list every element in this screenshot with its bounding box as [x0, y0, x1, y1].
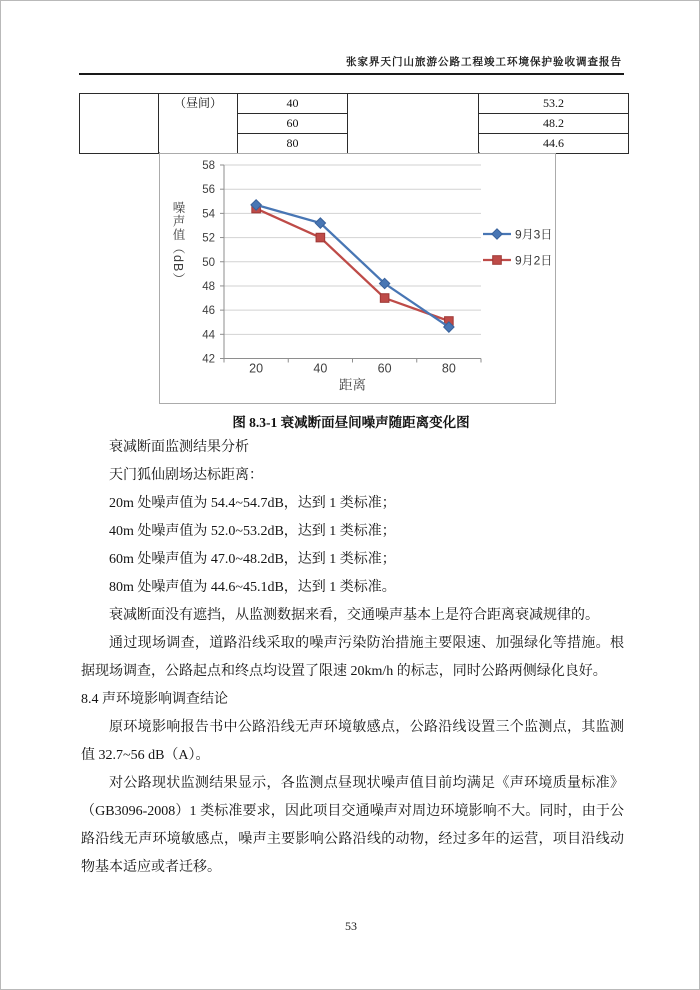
svg-text:56: 56 — [202, 184, 215, 197]
svg-text:40: 40 — [313, 361, 328, 376]
table-cell-period: （昼间） — [159, 94, 238, 154]
svg-text:20: 20 — [249, 361, 264, 376]
svg-text:44: 44 — [202, 329, 215, 342]
noise-data-table — [79, 93, 629, 154]
header-title: 张家界天门山旅游公路工程竣工环境保护验收调查报告 — [346, 56, 622, 68]
paragraph: 通过现场调查，道路沿线采取的噪声污染防治措施主要限速、加强绿化等措施。根据现场调查，公路起点和终点均设置了限速 20km/h 的标志，同时公路两侧绿化良好。 — [81, 636, 624, 679]
paragraph: 对公路现状监测结果显示，各监测点昼现状噪声值目前均满足《声环境质量标准》（GB3096-2008）1 类标准要求，因此项目交通噪声对周边环境影响不大。同时，由于公路沿线无声环境敏感点，噪声主要影响公路沿线的动物，经过多年的运营，项目沿线动物基本适应或者迁移。 — [81, 776, 624, 875]
svg-text:9月3日: 9月3日 — [515, 227, 553, 242]
table-row — [80, 94, 629, 114]
svg-text:9月2日: 9月2日 — [515, 253, 553, 268]
svg-text:80: 80 — [441, 361, 456, 376]
noise-distance-chart — [159, 153, 556, 404]
paragraph: 20m 处噪声值为 54.4~54.7dB，达到 1 类标准； — [109, 496, 396, 511]
paragraph: 40m 处噪声值为 52.0~53.2dB，达到 1 类标准； — [109, 524, 396, 539]
svg-text:60: 60 — [377, 361, 392, 376]
paragraph: 天门狐仙剧场达标距离： — [109, 468, 263, 483]
svg-text:距离: 距离 — [339, 377, 366, 393]
table-cell-distance: 60 — [238, 114, 348, 134]
svg-text:42: 42 — [202, 353, 215, 366]
paragraph: 80m 处噪声值为 44.6~45.1dB，达到 1 类标准。 — [109, 580, 396, 595]
header-rule — [79, 73, 624, 75]
table-cell-value: 48.2 — [479, 114, 629, 134]
paragraph: 衰减断面监测结果分析 — [109, 440, 249, 455]
page-number: 53 — [345, 919, 357, 933]
figure-caption: 图 8.3-1 衰减断面昼间噪声随距离变化图 — [232, 415, 470, 430]
table-cell-distance: 80 — [238, 134, 348, 154]
svg-text:50: 50 — [202, 256, 215, 269]
paragraph: 60m 处噪声值为 47.0~48.2dB，达到 1 类标准； — [109, 552, 396, 567]
svg-text:52: 52 — [202, 232, 215, 245]
svg-text:噪声值（dB）: 噪声值（dB） — [171, 201, 185, 286]
table-cell-value: 53.2 — [479, 94, 629, 114]
paragraph: 原环境影响报告书中公路沿线无声环境敏感点，公路沿线设置三个监测点，其监测值 32.7~56 dB（A）。 — [81, 720, 624, 763]
svg-text:54: 54 — [202, 208, 215, 221]
paragraph: 衰减断面没有遮挡，从监测数据来看，交通噪声基本上是符合距离衰减规律的。 — [109, 608, 599, 623]
line-chart — [159, 153, 556, 404]
svg-text:58: 58 — [202, 160, 215, 172]
svg-text:46: 46 — [202, 305, 215, 318]
section-heading: 8.4 声环境影响调查结论 — [81, 692, 228, 707]
table-cell — [348, 94, 479, 154]
table-cell — [80, 94, 159, 154]
table-cell-value: 44.6 — [479, 134, 629, 154]
body-text — [81, 434, 624, 882]
svg-text:48: 48 — [202, 280, 215, 293]
table-cell-distance: 40 — [238, 94, 348, 114]
